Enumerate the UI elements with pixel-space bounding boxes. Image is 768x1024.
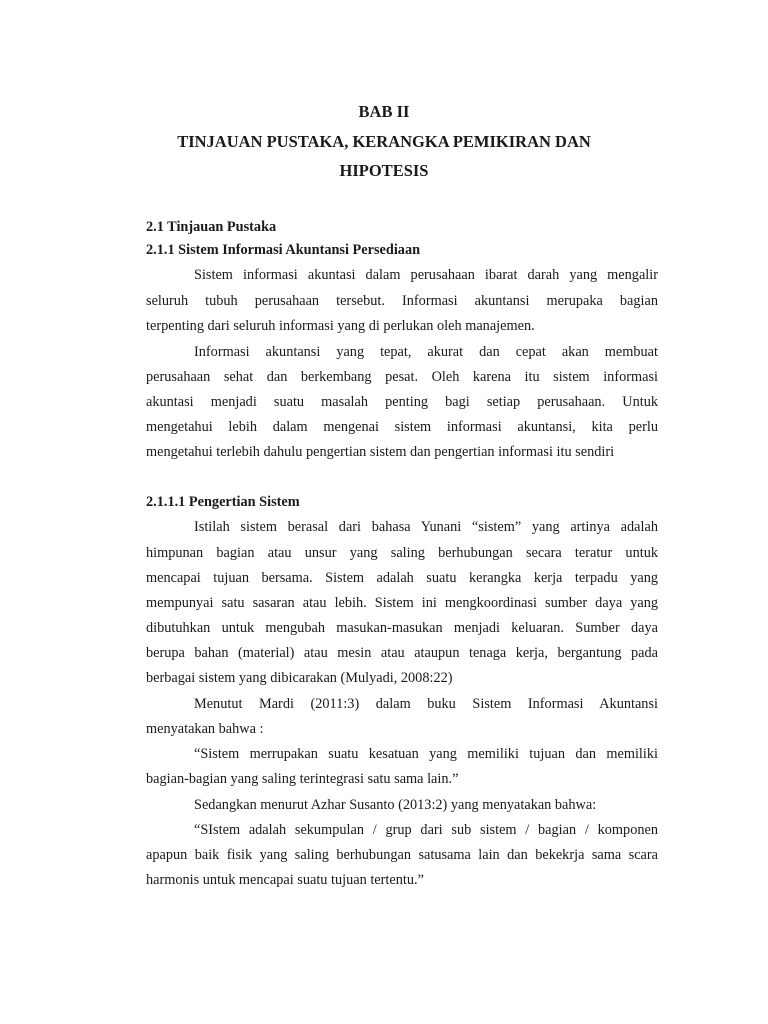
paragraph-line: himpunan bagian atau unsur yang saling berhubungan secara teratur untuk xyxy=(146,545,658,561)
paragraph-line: perusahaan sehat dan berkembang pesat. Oleh karena itu sistem informasi xyxy=(146,369,658,385)
paragraph-line: akuntasi menjadi suatu masalah penting bagi setiap perusahaan. Untuk xyxy=(146,394,658,410)
paragraph-line: berbagai sistem yang dibicarakan (Mulyadi, 2008:22) xyxy=(146,670,453,686)
paragraph-line: seluruh tubuh perusahaan tersebut. Informasi akuntansi merupaka bagian xyxy=(146,293,658,309)
section-heading-2-1: 2.1 Tinjauan Pustaka xyxy=(146,219,277,235)
quote-line: harmonis untuk mencapai suatu tujuan tertentu.” xyxy=(146,872,424,888)
paragraph-line: menyatakan bahwa : xyxy=(146,721,264,737)
paragraph-line: Menutut Mardi (2011:3) dalam buku Sistem Informasi Akuntansi xyxy=(194,696,658,712)
paragraph-line: Sedangkan menurut Azhar Susanto (2013:2) yang menyatakan bahwa: xyxy=(194,797,597,813)
paragraph-line: terpenting dari seluruh informasi yang di perlukan oleh manajemen. xyxy=(146,318,535,334)
paragraph-line: berupa bahan (material) atau mesin atau ataupun tenaga kerja, bergantung pada xyxy=(146,645,658,661)
chapter-title-line-2: HIPOTESIS xyxy=(339,161,429,180)
paragraph-line: Informasi akuntansi yang tepat, akurat dan cepat akan membuat xyxy=(194,344,658,360)
paragraph-line: Sistem informasi akuntasi dalam perusahaan ibarat darah yang mengalir xyxy=(194,267,658,283)
section-heading-2-1-1-1: 2.1.1.1 Pengertian Sistem xyxy=(146,494,300,510)
paragraph-line: Istilah sistem berasal dari bahasa Yunani “sistem” yang artinya adalah xyxy=(194,519,658,535)
paragraph-line: mencapai tujuan bersama. Sistem adalah suatu kerangka kerja terpadu yang xyxy=(146,570,658,586)
chapter-number: BAB II xyxy=(358,102,410,121)
paragraph-line: dibutuhkan untuk mengubah masukan-masukan menjadi keluaran. Sumber daya xyxy=(146,620,658,636)
chapter-title-line-1: TINJAUAN PUSTAKA, KERANGKA PEMIKIRAN DAN xyxy=(177,132,591,151)
quote-line: bagian-bagian yang saling terintegrasi satu sama lain.” xyxy=(146,771,459,787)
quote-line: apapun baik fisik yang saling berhubungan satusama lain dan bekekrja sama scara xyxy=(146,847,658,863)
quote-line: “Sistem merrupakan suatu kesatuan yang memiliki tujuan dan memiliki xyxy=(194,746,658,762)
paragraph-line: mengetahui terlebih dahulu pengertian sistem dan pengertian informasi itu sendiri xyxy=(146,444,615,460)
section-heading-2-1-1: 2.1.1 Sistem Informasi Akuntansi Persediaan xyxy=(146,242,421,258)
paragraph-line: mempunyai satu sasaran atau lebih. Sistem ini mengkoordinasi sumber daya yang xyxy=(146,595,658,611)
quote-line: “SIstem adalah sekumpulan / grup dari sub sistem / bagian / komponen xyxy=(194,822,658,838)
paragraph-line: mengetahui lebih dalam mengenai sistem informasi akuntansi, kita perlu xyxy=(146,419,658,435)
